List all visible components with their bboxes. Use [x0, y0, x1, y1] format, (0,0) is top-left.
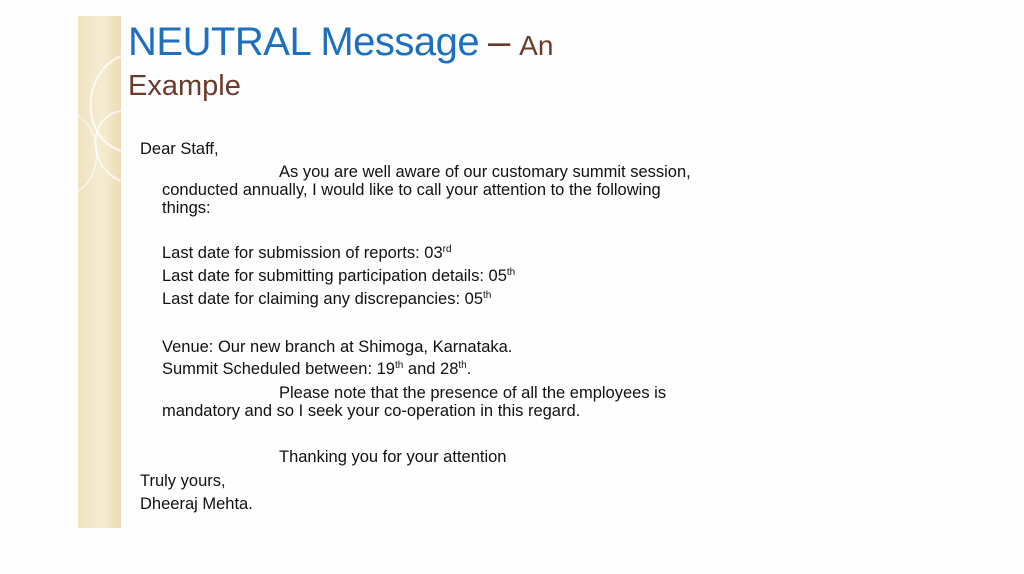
intro-line-3: things:: [162, 199, 211, 217]
note-line-2: mandatory and so I seek your co-operation in this regard.: [162, 402, 581, 420]
closing-line: Truly yours,: [140, 472, 226, 490]
title-line2: Example: [128, 70, 241, 102]
title-an: An: [519, 30, 554, 61]
venue-line: Venue: Our new branch at Shimoga, Karnataka.: [162, 338, 513, 356]
schedule-line: Summit Scheduled between: 19th and 28th.: [162, 360, 472, 378]
thanks-line: Thanking you for your attention: [279, 448, 507, 466]
title-main: NEUTRAL Message: [128, 20, 480, 64]
date-item-participation: Last date for submitting participation details: 05th: [162, 267, 516, 285]
title-dash: –: [488, 20, 511, 64]
date-item-discrepancies: Last date for claiming any discrepancies: 05th: [162, 290, 492, 308]
signature: Dheeraj Mehta.: [140, 495, 253, 513]
intro-line-1: As you are well aware of our customary summit session,: [279, 163, 691, 181]
date-item-reports: Last date for submission of reports: 03rd: [162, 244, 452, 262]
note-line-1: Please note that the presence of all the employees is: [279, 384, 667, 402]
decorative-side-strip: [78, 16, 121, 528]
salutation: Dear Staff,: [140, 140, 219, 158]
decorative-swirl-icon: [78, 16, 121, 528]
intro-line-2: conducted annually, I would like to call your attention to the following: [162, 181, 661, 199]
slide-title: [128, 22, 553, 62]
